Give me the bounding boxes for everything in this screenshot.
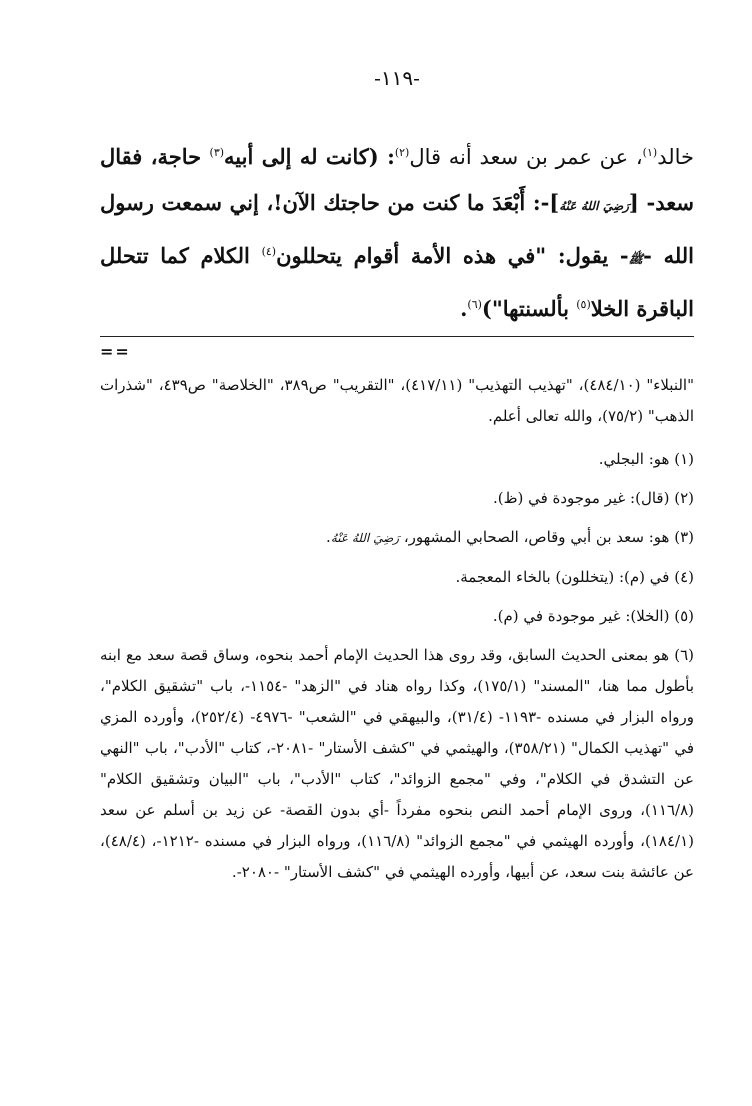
- main-text-segment: بألسنتها"): [481, 296, 577, 321]
- main-text-segment: - يقول: "في هذه الأمة أقوام يتحللون: [276, 243, 629, 268]
- footnote-6: (٦) هو بمعنى الحديث السابق، وقد روى هذا الحديث الإمام أحمد بنحوه، وساق قصة سعد مع ابنه بأطول مما هنا، "المسند" (١٧٥/١)، وكذا رواه هناد في "الزهد" -١١٥٤-، باب "تشقيق الكلام"، ورواه البزار في مسنده -١١٩٣- (٣١/٤)، والبيهقي في "الشعب" -٤٩٧٦- (٢٥٢/٤)، وأورده المزي في "تهذيب الكمال" (٣٥٨/٢١)، والهيثمي في "كشف الأستار" -٢٠٨١-، كتاب "الأدب"، باب "النهي عن التشدق في الكلام"، وفي "مجمع الزوائد"، كتاب "الأدب"، باب "البيان وتشقيق الكلام" (١١٦/٨)، وروى الإمام أحمد النص بنحوه مفرداً -أي بدون القصة- عن زيد بن أسلم عن سعد (١٨٤/١)، وأورده الهيثمي في "مجمع الزوائد" (١١٦/٨)، ورواه البزار في مسنده -١٢١٢-، (٤٨/٤)، عن عائشة بنت سعد، عن أبيها، وأورده الهيثمي في "كشف الأستار" -٢٠٨٠-.: [100, 646, 695, 881]
- footnote-4: (٤) في (م): (يتخللون) بالخاء المعجمة.: [455, 568, 694, 586]
- main-text-segment: -: [643, 243, 652, 268]
- main-text: [100, 130, 694, 332]
- main-text-segment: خالد: [657, 145, 694, 169]
- footnote-5: (٥) (الخلا): غير موجودة في (م).: [492, 607, 694, 625]
- footnote-3-text: (٣) هو: سعد بن أبي وقاص، الصحابي المشهور،: [403, 528, 694, 546]
- main-text-segment: .: [460, 296, 468, 321]
- footnote-continuation: "النبلاء" (٤٨٤/١٠)، "تهذيب التهذيب" (٤١٧/١١)، "التقريب" ص٣٨٩، "الخلاصة" ص٤٣٩، "شذرات الذهب" (٧٥/٢)، والله تعالى أعلم.: [100, 376, 694, 425]
- book-page: [100, 0, 694, 1106]
- main-text-segment: سعد- [: [628, 190, 694, 215]
- footnote-2: (٢) (قال): غير موجودة في (ظ).: [492, 489, 694, 507]
- main-text-segment: ]-: أَبْعَدَ ما كنت من حاجتك الآن!، إني سمعت رسول الله: [100, 190, 695, 268]
- honorific-glyph: ﷺ: [628, 252, 644, 266]
- footnote-ref-2[interactable]: (٢): [394, 146, 410, 159]
- main-text-segment: حاجة، فقال: [100, 144, 210, 169]
- main-text-segment: الكلام كما تتحلل الباقرة: [100, 243, 694, 321]
- footnote-ref-1[interactable]: (١): [642, 146, 658, 159]
- footnote-ref-4[interactable]: (٤): [261, 245, 277, 258]
- honorific-glyph: رَضِيَ اللهُ عَنْهُ: [559, 199, 629, 213]
- main-text-segment: : (كانت له إلى أبيه: [224, 144, 395, 169]
- footnote-1: (١) هو: البجلي.: [598, 450, 694, 468]
- page-number: -١١٩-: [374, 66, 420, 90]
- main-text-segment: ، عن عمر بن سعد أنه قال: [409, 145, 643, 169]
- footnote-3: (٣) هو: سعد بن أبي وقاص، الصحابي المشهور، رَضِيَ اللهُ عَنْهُ.: [326, 528, 694, 546]
- footnote-ref-3[interactable]: (٣): [209, 146, 225, 159]
- honorific-glyph: رَضِيَ اللهُ عَنْهُ: [330, 531, 400, 545]
- main-text-segment: الخلا: [590, 296, 630, 321]
- footnote-ref-6[interactable]: (٦): [467, 298, 482, 311]
- footnotes-section: [100, 370, 694, 896]
- continuation-marker: ==: [100, 342, 131, 361]
- footnote-ref-5[interactable]: (٥): [576, 298, 591, 311]
- footnote-divider: [100, 336, 694, 337]
